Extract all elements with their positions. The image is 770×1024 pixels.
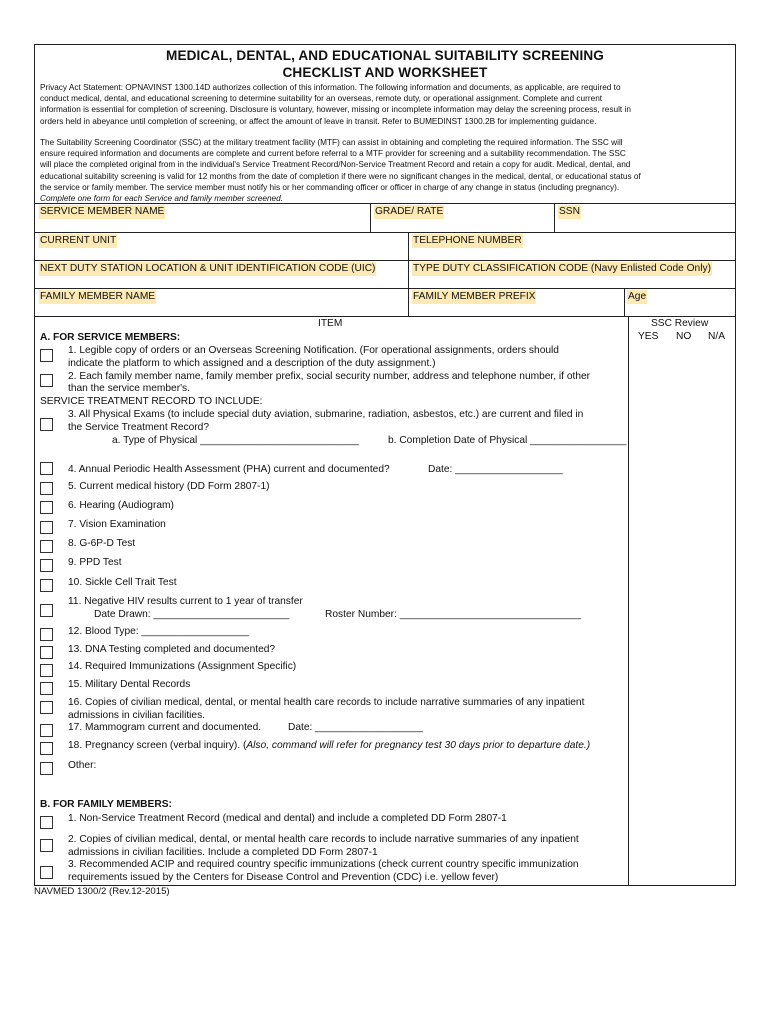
grid-line (34, 232, 736, 233)
item-12-checkbox[interactable] (40, 628, 53, 641)
yes-header: YES (638, 331, 659, 342)
family-item-1-checkbox[interactable] (40, 816, 53, 829)
item-5-text: 5. Current medical history (DD Form 2807-1) (68, 481, 270, 492)
section-a-header: A. FOR SERVICE MEMBERS: (40, 332, 181, 343)
item-2-checkbox[interactable] (40, 374, 53, 387)
completion-date-field[interactable]: b. Completion Date of Physical _________________ (388, 435, 627, 446)
item-10-text: 10. Sickle Cell Trait Test (68, 577, 177, 588)
grid-line (554, 203, 555, 232)
item-15-checkbox[interactable] (40, 682, 53, 695)
item-2-text: 2. Each family member name, family member prefix, social security number, address and telephone number, if other (68, 371, 591, 382)
family-item-3-checkbox[interactable] (40, 866, 53, 879)
item-1-checkbox[interactable] (40, 349, 53, 362)
item-14-checkbox[interactable] (40, 664, 53, 677)
complete-note: Complete one form for each Service and family member screened. (40, 194, 284, 204)
form-title-line1: MEDICAL, DENTAL, AND EDUCATIONAL SUITABILITY SCREENING (166, 48, 604, 63)
item-9-checkbox[interactable] (40, 559, 53, 572)
family-item-2-text: admissions in civilian facilities. Include a completed DD Form 2807-1 (68, 847, 378, 858)
family-item-2-checkbox[interactable] (40, 839, 53, 852)
ssc-line: ensure required information and documents are complete and current before referral to a MTF provider for screening and a suitability recommendation. The SSC (40, 149, 626, 159)
privacy-line: conduct medical, dental, and educational screening to determine suitability for an overseas, remote duty, or operational assignment. Complete and current (40, 94, 603, 104)
section-b-header: B. FOR FAMILY MEMBERS: (40, 799, 172, 810)
item-16-text: admissions in civilian facilities. (68, 710, 206, 721)
grade-rate-field[interactable]: GRADE/ RATE (375, 206, 444, 217)
item-3-checkbox[interactable] (40, 418, 53, 431)
item-header: ITEM (318, 318, 343, 329)
no-header: NO (676, 331, 692, 342)
current-unit-field[interactable]: CURRENT UNIT (40, 235, 117, 246)
family-member-name-field[interactable]: FAMILY MEMBER NAME (40, 291, 156, 302)
item-18-text (68, 740, 590, 753)
ssc-review-header: SSC Review (651, 318, 709, 329)
family-member-prefix-field[interactable]: FAMILY MEMBER PREFIX (413, 291, 536, 302)
ssc-line: The Suitability Screening Coordinator (SSC) at the military treatment facility (MTF) can assist in obtaining and completing the required information. The SSC will (40, 138, 623, 147)
ssc-line: the service or family member. The service member must notify his or her commanding officer or officer in charge of any change in status (including pregnancy). (40, 182, 620, 192)
item-8-text: 8. G-6P-D Test (68, 538, 136, 549)
family-item-2-text: 2. Copies of civilian medical, dental, or mental health care records to include narrative summaries of any inpatient (68, 834, 579, 845)
type-of-physical-field[interactable]: a. Type of Physical ____________________________ (112, 435, 359, 446)
item-5-checkbox[interactable] (40, 482, 53, 495)
item-3-text: the Service Treatment Record? (68, 422, 209, 433)
item-10-checkbox[interactable] (40, 579, 53, 592)
item-6-text: 6. Hearing (Audiogram) (68, 500, 174, 511)
form-title-line2: CHECKLIST AND WORKSHEET (282, 65, 488, 80)
item-12-blood-type-field[interactable]: 12. Blood Type: ___________________ (68, 626, 250, 637)
other-checkbox[interactable] (40, 762, 53, 775)
item-14-text: 14. Required Immunizations (Assignment Specific) (68, 661, 297, 672)
form-footer: NAVMED 1300/2 (Rev.12-2015) (34, 886, 170, 897)
ssc-line: will place the completed original from in the individual's Service Treatment Record/Non-Service Treatment Record and retain a copy for audit. Medical, dental, and (40, 160, 631, 170)
privacy-statement (40, 82, 730, 127)
item-2-text: than the service member's. (68, 383, 190, 394)
item-16-text: 16. Copies of civilian medical, dental, or mental health care records to include narrative summaries of any inpatient (68, 697, 585, 708)
item-17-text: 17. Mammogram current and documented. (68, 722, 262, 733)
ssc-statement (40, 137, 730, 204)
pha-date-field[interactable]: Date: ___________________ (428, 464, 563, 475)
item-7-text: 7. Vision Examination (68, 519, 166, 530)
hiv-date-drawn-field[interactable]: Date Drawn: ________________________ (94, 609, 290, 620)
item-4-checkbox[interactable] (40, 462, 53, 475)
item-16-checkbox[interactable] (40, 701, 53, 714)
item-13-checkbox[interactable] (40, 646, 53, 659)
item-11-checkbox[interactable] (40, 604, 53, 617)
grid-line (34, 203, 736, 204)
item-13-text: 13. DNA Testing completed and documented? (68, 644, 276, 655)
item-1-text: indicate the platform to which assigned and a description of the duty assignment.) (68, 358, 436, 369)
item-6-checkbox[interactable] (40, 501, 53, 514)
item-15-text: 15. Military Dental Records (68, 679, 191, 690)
item-4-text: 4. Annual Periodic Health Assessment (PHA) current and documented? (68, 464, 390, 475)
na-header: N/A (708, 331, 725, 342)
privacy-line: orders held in abeyance until completion of screening, or affect the amount of leave in transit. Refer to BUMEDINST 1300.2B for implementing guidance. (40, 116, 597, 126)
service-member-name-field[interactable]: SERVICE MEMBER NAME (40, 206, 165, 217)
privacy-line: Privacy Act Statement: OPNAVINST 1300.14D authorizes collection of this information. The following information and documents, as applicable, are required to (40, 83, 621, 92)
privacy-line: information is essential for completion of screening. Disclosure is voluntary, however, missing or incomplete information may delay the screening process, result in (40, 105, 631, 115)
grid-line (34, 288, 736, 289)
family-item-3-text: requirements issued by the Centers for Disease Control and Prevention (CDC) i.e. yellow fever) (68, 872, 499, 883)
grid-line (370, 203, 371, 232)
family-item-3-text: 3. Recommended ACIP and required country specific immunizations (check current country specific immunization (68, 859, 579, 870)
item-11-text: 11. Negative HIV results current to 1 year of transfer (68, 596, 303, 607)
grid-line (624, 288, 625, 316)
item-7-checkbox[interactable] (40, 521, 53, 534)
ssc-column-divider (628, 316, 629, 886)
item-18-main-text: 18. Pregnancy screen (verbal inquiry). ( (68, 740, 247, 751)
ssn-field[interactable]: SSN (559, 206, 580, 217)
ssc-line: educational suitability screening is valid for 12 months from the date of completion if there were no significant changes in the medical, dental, or educational status of (40, 171, 641, 181)
item-8-checkbox[interactable] (40, 540, 53, 553)
item-9-text: 9. PPD Test (68, 557, 122, 568)
telephone-number-field[interactable]: TELEPHONE NUMBER (413, 235, 522, 246)
mammogram-date-field[interactable]: Date: ___________________ (288, 722, 423, 733)
other-field[interactable]: Other: (68, 760, 97, 771)
item-18-italic-text: Also, command will refer for pregnancy test 30 days prior to departure date.) (246, 740, 591, 751)
family-item-1-text: 1. Non-Service Treatment Record (medical and dental) and include a completed DD Form 2807-1 (68, 813, 507, 824)
item-18-checkbox[interactable] (40, 742, 53, 755)
item-17-checkbox[interactable] (40, 724, 53, 737)
hiv-roster-number-field[interactable]: Roster Number: ________________________________ (325, 609, 582, 620)
grid-line (34, 260, 736, 261)
item-1-text: 1. Legible copy of orders or an Overseas Screening Notification. (For operational assignments, orders should (68, 345, 559, 356)
item-3-text: 3. All Physical Exams (to include special duty aviation, submarine, radiation, asbestos, etc.) are current and filed in (68, 409, 584, 420)
type-duty-classification-field[interactable]: TYPE DUTY CLASSIFICATION CODE (Navy Enlisted Code Only) (413, 263, 711, 274)
str-header: SERVICE TREATMENT RECORD TO INCLUDE: (40, 396, 263, 407)
grid-line (408, 232, 409, 316)
grid-line (34, 316, 736, 317)
next-duty-station-field[interactable]: NEXT DUTY STATION LOCATION & UNIT IDENTIFICATION CODE (UIC) (40, 263, 376, 274)
age-field[interactable]: Age (628, 291, 647, 302)
